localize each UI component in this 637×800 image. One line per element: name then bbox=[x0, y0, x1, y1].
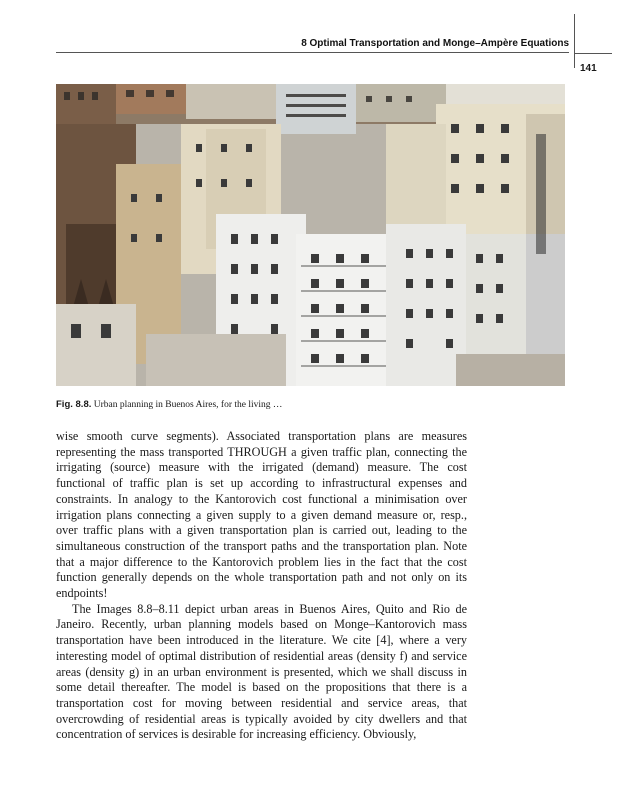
header-vertical-rule bbox=[574, 14, 575, 68]
caption-text: Urban planning in Buenos Aires, for the living … bbox=[91, 400, 283, 410]
city-buildings-illustration bbox=[56, 84, 565, 386]
paragraph: wise smooth curve segments). Associated transportation plans are measures representing the mass transported THROUGH a given traffic plan, connecting the irrigating (source) measure with the irrigated (demand) measure. The cost functional of traffic plan is set up according to infrastructural expenses and constraints. In analogy to the Kantorovich cost functional a minimisation over irrigation plans connecting a given supply to a given demand measure or, resp., over traffic plans with a given transportation plan is carried out, leading to the simultaneous construction of the transport paths and the transportation plan. Note that a major difference to the Kantorovich problem lies in the fact that the cost function generally depends on the whole transportation path and not only on its endpoints! bbox=[56, 429, 467, 601]
page-number: 141 bbox=[580, 63, 597, 74]
caption-label: Fig. 8.8. bbox=[56, 399, 92, 410]
running-title: 8 Optimal Transportation and Monge–Ampère Equations bbox=[56, 38, 569, 53]
body-text bbox=[56, 429, 467, 743]
header-horizontal-rule bbox=[574, 53, 612, 54]
figure-caption bbox=[56, 399, 569, 410]
paragraph: The Images 8.8–8.11 depict urban areas in Buenos Aires, Quito and Rio de Janeiro. Recently, urban planning models based on Monge–Kantorovich mass transportation have been introduced in the literature. We cite [4], where a very interesting model of optimal distribution of residential areas (density f) and service areas (density g) in an urban environment is presented, which we shall discuss in some detail thereafter. The model is based on the propositions that there is a transportation cost for moving between residential and service areas, that overcrowding of residential areas is typically avoided by city dwellers and that concentration of services is desirable for increasing efficiency. Obviously, bbox=[56, 601, 467, 742]
figure-photo-buenos-aires bbox=[56, 84, 565, 386]
